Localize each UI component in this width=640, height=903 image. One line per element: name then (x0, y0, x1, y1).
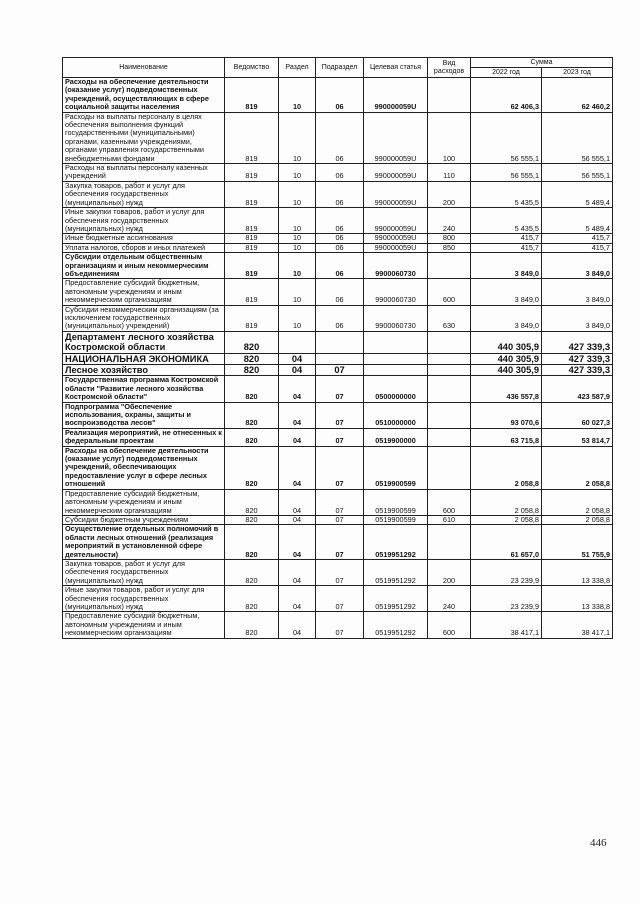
cell-name: Подпрограмма "Обеспечение использования, охраны, защиты и воспроизводства лесов" (63, 402, 225, 428)
cell-subsection: 07 (316, 586, 364, 612)
cell-sum-2023: 38 417,1 (542, 612, 613, 638)
cell-expense-type: 630 (428, 305, 471, 331)
cell-subsection: 07 (316, 559, 364, 585)
cell-name: Субсидии бюджетным учреждениям (63, 515, 225, 524)
page-number: 446 (590, 837, 607, 849)
cell-expense-type (428, 376, 471, 402)
cell-dept: 820 (225, 353, 279, 364)
cell-subsection: 07 (316, 365, 364, 376)
cell-section: 04 (279, 559, 316, 585)
cell-sum-2022: 415,7 (471, 234, 542, 243)
cell-dept: 819 (225, 78, 279, 113)
cell-dept: 819 (225, 181, 279, 207)
cell-target: 990000059U (364, 208, 428, 234)
cell-sum-2023: 2 058,8 (542, 446, 613, 489)
cell-target: 9900060730 (364, 279, 428, 305)
cell-section: 10 (279, 279, 316, 305)
cell-name: Иные закупки товаров, работ и услуг для обеспечения государственных (муниципальных) нужд (63, 208, 225, 234)
cell-target (364, 331, 428, 353)
cell-sum-2023: 3 849,0 (542, 253, 613, 279)
cell-expense-type: 110 (428, 164, 471, 182)
cell-sum-2023: 3 849,0 (542, 305, 613, 331)
cell-name: Государственная программа Костромской области "Развитие лесного хозяйства Костромской области" (63, 376, 225, 402)
cell-sum-2023: 60 027,3 (542, 402, 613, 428)
cell-sum-2022: 2 058,8 (471, 446, 542, 489)
cell-section: 04 (279, 612, 316, 638)
cell-subsection: 06 (316, 305, 364, 331)
cell-subsection (316, 353, 364, 364)
cell-target: 990000059U (364, 243, 428, 252)
cell-subsection: 06 (316, 243, 364, 252)
cell-section: 04 (279, 428, 316, 446)
cell-target: 0519951292 (364, 586, 428, 612)
table-row (63, 525, 613, 560)
table-header (63, 58, 613, 78)
header-subsection: Подраздел (316, 58, 364, 78)
cell-subsection: 06 (316, 181, 364, 207)
cell-expense-type (428, 331, 471, 353)
cell-sum-2023: 2 058,8 (542, 489, 613, 515)
header-dept: Ведомство (225, 58, 279, 78)
cell-sum-2023: 415,7 (542, 243, 613, 252)
cell-target: 990000059U (364, 164, 428, 182)
cell-expense-type (428, 253, 471, 279)
cell-target: 0519900599 (364, 515, 428, 524)
cell-dept: 820 (225, 376, 279, 402)
cell-target: 0519951292 (364, 559, 428, 585)
cell-section: 10 (279, 243, 316, 252)
cell-target (364, 353, 428, 364)
cell-sum-2023: 415,7 (542, 234, 613, 243)
cell-subsection: 06 (316, 164, 364, 182)
cell-sum-2022: 61 657,0 (471, 525, 542, 560)
cell-sum-2022: 415,7 (471, 243, 542, 252)
cell-sum-2023: 56 555,1 (542, 112, 613, 163)
cell-dept: 819 (225, 112, 279, 163)
cell-name: Расходы на выплаты персоналу казенных учреждений (63, 164, 225, 182)
table-row (63, 253, 613, 279)
cell-name: Расходы на обеспечение деятельности (оказание услуг) подведомственных учреждений, обеспечивающих предоставление услуг в сфере лесных отношений (63, 446, 225, 489)
table-row (63, 365, 613, 376)
cell-section: 10 (279, 78, 316, 113)
cell-dept: 820 (225, 402, 279, 428)
cell-name: Иные закупки товаров, работ и услуг для обеспечения государственных (муниципальных) нужд (63, 586, 225, 612)
cell-dept: 820 (225, 489, 279, 515)
header-sum: Сумма (471, 58, 613, 68)
cell-target: 990000059U (364, 181, 428, 207)
cell-sum-2022: 23 239,9 (471, 586, 542, 612)
cell-section: 04 (279, 402, 316, 428)
cell-sum-2023: 427 339,3 (542, 353, 613, 364)
cell-expense-type (428, 365, 471, 376)
cell-name: НАЦИОНАЛЬНАЯ ЭКОНОМИКА (63, 353, 225, 364)
cell-subsection: 07 (316, 515, 364, 524)
cell-name: Субсидии отдельным общественным организациям и иным некоммерческим объединениям (63, 253, 225, 279)
cell-expense-type: 240 (428, 586, 471, 612)
cell-target: 0510000000 (364, 402, 428, 428)
cell-sum-2023: 51 755,9 (542, 525, 613, 560)
cell-expense-type (428, 428, 471, 446)
cell-expense-type: 200 (428, 559, 471, 585)
cell-sum-2022: 436 557,8 (471, 376, 542, 402)
cell-target (364, 365, 428, 376)
cell-expense-type: 800 (428, 234, 471, 243)
header-2022: 2022 год (471, 68, 542, 78)
cell-name: Предоставление субсидий бюджетным, автономным учреждениям и иным некоммерческим организациям (63, 489, 225, 515)
cell-section: 10 (279, 181, 316, 207)
cell-name: Осуществление отдельных полномочий в области лесных отношений (реализация мероприятий в установленной сфере деятельности) (63, 525, 225, 560)
cell-subsection: 07 (316, 446, 364, 489)
cell-section: 10 (279, 234, 316, 243)
cell-section (279, 331, 316, 353)
cell-expense-type: 200 (428, 181, 471, 207)
cell-sum-2022: 23 239,9 (471, 559, 542, 585)
cell-subsection: 07 (316, 612, 364, 638)
cell-sum-2023: 62 460,2 (542, 78, 613, 113)
cell-sum-2022: 62 406,3 (471, 78, 542, 113)
table-row (63, 305, 613, 331)
cell-sum-2022: 2 058,8 (471, 515, 542, 524)
cell-subsection: 06 (316, 78, 364, 113)
cell-expense-type: 850 (428, 243, 471, 252)
cell-section: 04 (279, 525, 316, 560)
cell-name: Уплата налогов, сборов и иных платежей (63, 243, 225, 252)
cell-target: 990000059U (364, 112, 428, 163)
table-row (63, 489, 613, 515)
cell-name: Закупка товаров, работ и услуг для обеспечения государственных (муниципальных) нужд (63, 559, 225, 585)
cell-subsection: 06 (316, 279, 364, 305)
table-row (63, 376, 613, 402)
cell-target: 0500000000 (364, 376, 428, 402)
cell-sum-2022: 2 058,8 (471, 489, 542, 515)
cell-subsection: 07 (316, 376, 364, 402)
cell-expense-type: 600 (428, 489, 471, 515)
cell-subsection: 07 (316, 525, 364, 560)
cell-expense-type: 610 (428, 515, 471, 524)
cell-sum-2022: 3 849,0 (471, 279, 542, 305)
cell-name: Иные бюджетные ассигнования (63, 234, 225, 243)
table-row (63, 559, 613, 585)
cell-sum-2022: 440 305,9 (471, 331, 542, 353)
cell-section: 10 (279, 208, 316, 234)
header-2023: 2023 год (542, 68, 613, 78)
cell-name: Расходы на обеспечение деятельности (оказание услуг) подведомственных учреждений, осуществляющих в сфере социальной защиты населения (63, 78, 225, 113)
table-row (63, 279, 613, 305)
cell-sum-2022: 440 305,9 (471, 353, 542, 364)
table-row (63, 181, 613, 207)
table-row (63, 331, 613, 353)
cell-sum-2023: 427 339,3 (542, 365, 613, 376)
cell-section: 04 (279, 446, 316, 489)
cell-sum-2023: 5 489,4 (542, 181, 613, 207)
cell-sum-2022: 56 555,1 (471, 112, 542, 163)
cell-dept: 819 (225, 253, 279, 279)
cell-sum-2022: 3 849,0 (471, 305, 542, 331)
cell-target: 990000059U (364, 78, 428, 113)
cell-section: 10 (279, 164, 316, 182)
cell-dept: 820 (225, 331, 279, 353)
cell-target: 0519900599 (364, 446, 428, 489)
cell-sum-2023: 3 849,0 (542, 279, 613, 305)
cell-subsection (316, 331, 364, 353)
cell-sum-2023: 53 814,7 (542, 428, 613, 446)
cell-sum-2022: 5 435,5 (471, 181, 542, 207)
cell-section: 10 (279, 305, 316, 331)
cell-target: 9900060730 (364, 253, 428, 279)
cell-target: 0519900000 (364, 428, 428, 446)
table-row (63, 234, 613, 243)
cell-dept: 820 (225, 612, 279, 638)
cell-target: 990000059U (364, 234, 428, 243)
cell-sum-2022: 440 305,9 (471, 365, 542, 376)
budget-table (62, 57, 613, 639)
cell-dept: 820 (225, 559, 279, 585)
cell-sum-2022: 3 849,0 (471, 253, 542, 279)
table-row (63, 586, 613, 612)
cell-sum-2023: 2 058,8 (542, 515, 613, 524)
cell-subsection: 06 (316, 112, 364, 163)
cell-expense-type: 240 (428, 208, 471, 234)
table-row (63, 353, 613, 364)
cell-name: Субсидии некоммерческим организациям (за исключением государственных (муниципальных) учреждений) (63, 305, 225, 331)
cell-dept: 820 (225, 515, 279, 524)
table-row (63, 612, 613, 638)
cell-subsection: 06 (316, 253, 364, 279)
cell-dept: 820 (225, 446, 279, 489)
cell-name: Реализация мероприятий, не отнесенных к федеральным проектам (63, 428, 225, 446)
cell-dept: 819 (225, 164, 279, 182)
table-row (63, 243, 613, 252)
cell-name: Предоставление субсидий бюджетным, автономным учреждениям и иным некоммерческим организациям (63, 279, 225, 305)
cell-target: 0519900599 (364, 489, 428, 515)
table-row (63, 428, 613, 446)
cell-target: 0519951292 (364, 525, 428, 560)
cell-dept: 819 (225, 234, 279, 243)
cell-expense-type: 600 (428, 279, 471, 305)
cell-sum-2022: 63 715,8 (471, 428, 542, 446)
table-row (63, 112, 613, 163)
table-row (63, 78, 613, 113)
header-section: Раздел (279, 58, 316, 78)
cell-sum-2023: 13 338,8 (542, 586, 613, 612)
cell-name: Лесное хозяйство (63, 365, 225, 376)
cell-sum-2023: 13 338,8 (542, 559, 613, 585)
cell-section: 04 (279, 376, 316, 402)
cell-expense-type (428, 446, 471, 489)
cell-name: Закупка товаров, работ и услуг для обеспечения государственных (муниципальных) нужд (63, 181, 225, 207)
cell-subsection: 06 (316, 208, 364, 234)
cell-sum-2023: 423 587,9 (542, 376, 613, 402)
cell-section: 04 (279, 489, 316, 515)
cell-sum-2022: 5 435,5 (471, 208, 542, 234)
table-row (63, 164, 613, 182)
cell-dept: 820 (225, 365, 279, 376)
cell-section: 04 (279, 586, 316, 612)
table-row (63, 515, 613, 524)
cell-expense-type (428, 353, 471, 364)
cell-target: 0519951292 (364, 612, 428, 638)
cell-section: 10 (279, 112, 316, 163)
cell-sum-2023: 56 555,1 (542, 164, 613, 182)
cell-section: 04 (279, 515, 316, 524)
cell-subsection: 07 (316, 402, 364, 428)
table-row (63, 402, 613, 428)
cell-dept: 819 (225, 279, 279, 305)
cell-expense-type (428, 78, 471, 113)
cell-dept: 819 (225, 243, 279, 252)
cell-sum-2023: 5 489,4 (542, 208, 613, 234)
cell-sum-2022: 93 070,6 (471, 402, 542, 428)
cell-subsection: 07 (316, 428, 364, 446)
cell-expense-type (428, 402, 471, 428)
cell-dept: 820 (225, 525, 279, 560)
cell-dept: 819 (225, 208, 279, 234)
cell-sum-2022: 38 417,1 (471, 612, 542, 638)
header-type: Вид расходов (428, 58, 471, 78)
cell-dept: 819 (225, 305, 279, 331)
header-name: Наименование (63, 58, 225, 78)
header-target: Целевая статья (364, 58, 428, 78)
cell-name: Департамент лесного хозяйства Костромской области (63, 331, 225, 353)
cell-name: Расходы на выплаты персоналу в целях обеспечения выполнения функций государственными (муниципальными) органами, казенными учреждениями, органами управления государственными внебюджетными фондами (63, 112, 225, 163)
cell-section: 04 (279, 353, 316, 364)
cell-section: 10 (279, 253, 316, 279)
cell-section: 04 (279, 365, 316, 376)
cell-sum-2022: 56 555,1 (471, 164, 542, 182)
cell-subsection: 06 (316, 234, 364, 243)
cell-subsection: 07 (316, 489, 364, 515)
cell-name: Предоставление субсидий бюджетным, автономным учреждениям и иным некоммерческим организациям (63, 612, 225, 638)
cell-expense-type (428, 525, 471, 560)
table-row (63, 446, 613, 489)
cell-expense-type: 100 (428, 112, 471, 163)
cell-sum-2023: 427 339,3 (542, 331, 613, 353)
cell-dept: 820 (225, 586, 279, 612)
cell-dept: 820 (225, 428, 279, 446)
table-body (63, 78, 613, 639)
cell-target: 9900060730 (364, 305, 428, 331)
table-row (63, 208, 613, 234)
cell-expense-type: 600 (428, 612, 471, 638)
